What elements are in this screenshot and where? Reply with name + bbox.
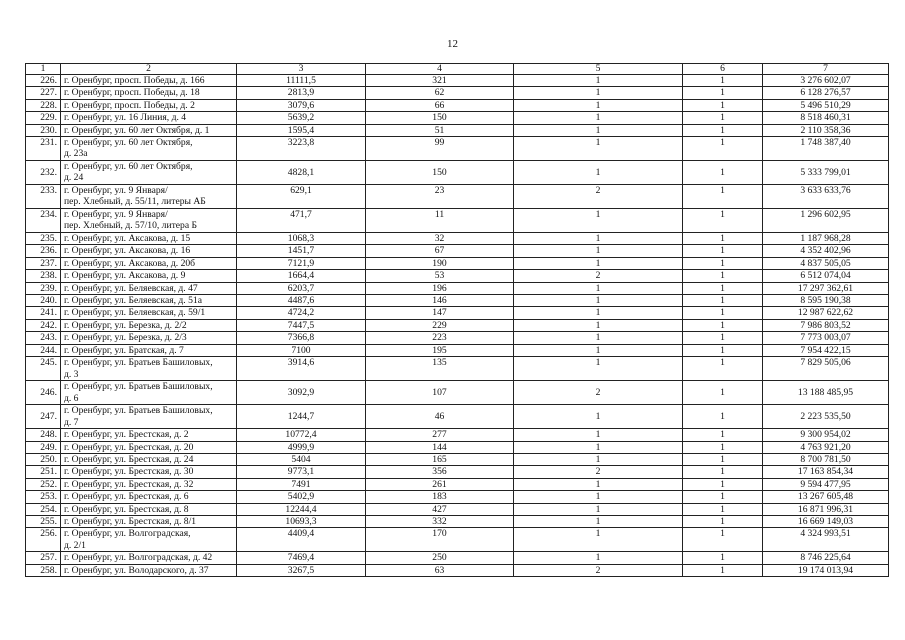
- address-cell: г. Оренбург, ул. Брестская, д. 8: [61, 503, 237, 515]
- area-cell: 1068,3: [237, 233, 366, 245]
- area-cell: 3267,5: [237, 564, 366, 576]
- column5-cell: 1: [514, 87, 683, 99]
- column5-cell: 1: [514, 478, 683, 490]
- address-cell: г. Оренбург, ул. Брестская, д. 20: [61, 441, 237, 453]
- area-cell: 7491: [237, 478, 366, 490]
- table-row: [26, 515, 889, 527]
- area-cell: 4828,1: [237, 161, 366, 185]
- column-header: 7: [763, 64, 889, 75]
- column6-cell: 1: [683, 503, 763, 515]
- table-row: [26, 478, 889, 490]
- area-cell: 3223,8: [237, 137, 366, 161]
- address-cell: г. Оренбург, ул. 9 Января/ пер. Хлебный, д. 57/10, литера Б: [61, 209, 237, 233]
- table-row: [26, 344, 889, 356]
- row-number-cell: 254.: [26, 503, 61, 515]
- count-cell: 170: [366, 528, 514, 552]
- column5-cell: 1: [514, 137, 683, 161]
- count-cell: 51: [366, 124, 514, 136]
- count-cell: 277: [366, 429, 514, 441]
- amount-cell: 3 633 633,76: [763, 185, 889, 209]
- amount-cell: 8 746 225,64: [763, 552, 889, 564]
- row-number-cell: 255.: [26, 515, 61, 527]
- address-cell: г. Оренбург, просп. Победы, д. 166: [61, 75, 237, 87]
- amount-cell: 6 512 074,04: [763, 270, 889, 282]
- address-cell: г. Оренбург, ул. Брестская, д. 2: [61, 429, 237, 441]
- area-cell: 4409,4: [237, 528, 366, 552]
- column5-cell: 1: [514, 295, 683, 307]
- column5-cell: 1: [514, 453, 683, 465]
- column6-cell: 1: [683, 319, 763, 331]
- table-row: [26, 429, 889, 441]
- row-number-cell: 248.: [26, 429, 61, 441]
- row-number-cell: 235.: [26, 233, 61, 245]
- row-number-cell: 242.: [26, 319, 61, 331]
- count-cell: 23: [366, 185, 514, 209]
- count-cell: 46: [366, 405, 514, 429]
- column5-cell: 1: [514, 503, 683, 515]
- table-row: [26, 209, 889, 233]
- count-cell: 150: [366, 112, 514, 124]
- address-cell: г. Оренбург, ул. Брестская, д. 24: [61, 453, 237, 465]
- row-number-cell: 243.: [26, 332, 61, 344]
- column6-cell: 1: [683, 137, 763, 161]
- area-cell: 9773,1: [237, 466, 366, 478]
- address-cell: г. Оренбург, ул. Беляевская, д. 51а: [61, 295, 237, 307]
- address-cell: г. Оренбург, ул. Братьев Башиловых, д. 3: [61, 357, 237, 381]
- column6-cell: 1: [683, 245, 763, 257]
- amount-cell: 13 188 485,95: [763, 381, 889, 405]
- table-row: [26, 112, 889, 124]
- column-header: 2: [61, 64, 237, 75]
- column5-cell: 1: [514, 552, 683, 564]
- row-number-cell: 244.: [26, 344, 61, 356]
- count-cell: 107: [366, 381, 514, 405]
- count-cell: 53: [366, 270, 514, 282]
- column6-cell: 1: [683, 357, 763, 381]
- address-cell: г. Оренбург, ул. Володарского, д. 37: [61, 564, 237, 576]
- row-number-cell: 233.: [26, 185, 61, 209]
- amount-cell: 5 333 799,01: [763, 161, 889, 185]
- address-cell: г. Оренбург, просп. Победы, д. 2: [61, 99, 237, 111]
- area-cell: 4724,2: [237, 307, 366, 319]
- address-cell: г. Оренбург, ул. 60 лет Октября, д. 1: [61, 124, 237, 136]
- column-header: 6: [683, 64, 763, 75]
- count-cell: 144: [366, 441, 514, 453]
- column6-cell: 1: [683, 332, 763, 344]
- row-number-cell: 240.: [26, 295, 61, 307]
- address-cell: г. Оренбург, ул. Березка, д. 2/2: [61, 319, 237, 331]
- row-number-cell: 226.: [26, 75, 61, 87]
- column5-cell: 1: [514, 405, 683, 429]
- column5-cell: 1: [514, 257, 683, 269]
- address-cell: г. Оренбург, ул. Волгоградская, д. 2/1: [61, 528, 237, 552]
- column-header: 3: [237, 64, 366, 75]
- table-row: [26, 405, 889, 429]
- address-cell: г. Оренбург, просп. Победы, д. 18: [61, 87, 237, 99]
- row-number-cell: 231.: [26, 137, 61, 161]
- area-cell: 2813,9: [237, 87, 366, 99]
- area-cell: 7121,9: [237, 257, 366, 269]
- table-row: [26, 161, 889, 185]
- amount-cell: 2 110 358,36: [763, 124, 889, 136]
- count-cell: 150: [366, 161, 514, 185]
- count-cell: 196: [366, 282, 514, 294]
- count-cell: 229: [366, 319, 514, 331]
- amount-cell: 7 986 803,52: [763, 319, 889, 331]
- row-number-cell: 241.: [26, 307, 61, 319]
- table-row: [26, 307, 889, 319]
- column5-cell: 2: [514, 466, 683, 478]
- area-cell: 1664,4: [237, 270, 366, 282]
- column6-cell: 1: [683, 257, 763, 269]
- address-cell: г. Оренбург, ул. Братьев Башиловых, д. 7: [61, 405, 237, 429]
- column6-cell: 1: [683, 161, 763, 185]
- address-cell: г. Оренбург, ул. Беляевская, д. 59/1: [61, 307, 237, 319]
- address-cell: г. Оренбург, ул. Брестская, д. 30: [61, 466, 237, 478]
- table-row: [26, 552, 889, 564]
- column6-cell: 1: [683, 124, 763, 136]
- amount-cell: 16 871 996,31: [763, 503, 889, 515]
- count-cell: 135: [366, 357, 514, 381]
- column5-cell: 1: [514, 332, 683, 344]
- address-cell: г. Оренбург, ул. Братьев Башиловых, д. 6: [61, 381, 237, 405]
- address-cell: г. Оренбург, ул. Братская, д. 7: [61, 344, 237, 356]
- column5-cell: 1: [514, 319, 683, 331]
- row-number-cell: 239.: [26, 282, 61, 294]
- amount-cell: 7 954 422,15: [763, 344, 889, 356]
- column6-cell: 1: [683, 185, 763, 209]
- column5-cell: 1: [514, 245, 683, 257]
- amount-cell: 2 223 535,50: [763, 405, 889, 429]
- area-cell: 7469,4: [237, 552, 366, 564]
- column6-cell: 1: [683, 381, 763, 405]
- column6-cell: 1: [683, 344, 763, 356]
- column6-cell: 1: [683, 515, 763, 527]
- column-header: 4: [366, 64, 514, 75]
- area-cell: 3092,9: [237, 381, 366, 405]
- table-row: [26, 124, 889, 136]
- table-row: [26, 441, 889, 453]
- amount-cell: 16 669 149,03: [763, 515, 889, 527]
- table-row: [26, 282, 889, 294]
- column6-cell: 1: [683, 87, 763, 99]
- table-row: [26, 453, 889, 465]
- address-cell: г. Оренбург, ул. 60 лет Октября, д. 24: [61, 161, 237, 185]
- column6-cell: 1: [683, 429, 763, 441]
- column6-cell: 1: [683, 99, 763, 111]
- row-number-cell: 228.: [26, 99, 61, 111]
- area-cell: 11111,5: [237, 75, 366, 87]
- row-number-cell: 227.: [26, 87, 61, 99]
- column6-cell: 1: [683, 466, 763, 478]
- amount-cell: 7 829 505,06: [763, 357, 889, 381]
- area-cell: 10693,3: [237, 515, 366, 527]
- address-cell: г. Оренбург, ул. 16 Линия, д. 4: [61, 112, 237, 124]
- row-number-cell: 256.: [26, 528, 61, 552]
- count-cell: 223: [366, 332, 514, 344]
- row-number-cell: 250.: [26, 453, 61, 465]
- column5-cell: 1: [514, 429, 683, 441]
- table-body: [26, 75, 889, 577]
- count-cell: 190: [366, 257, 514, 269]
- count-cell: 99: [366, 137, 514, 161]
- count-cell: 66: [366, 99, 514, 111]
- amount-cell: 8 595 190,38: [763, 295, 889, 307]
- row-number-cell: 234.: [26, 209, 61, 233]
- amount-cell: 9 300 954,02: [763, 429, 889, 441]
- column6-cell: 1: [683, 441, 763, 453]
- column5-cell: 1: [514, 75, 683, 87]
- column5-cell: 1: [514, 357, 683, 381]
- row-number-cell: 237.: [26, 257, 61, 269]
- column6-cell: 1: [683, 552, 763, 564]
- amount-cell: 17 297 362,61: [763, 282, 889, 294]
- amount-cell: 1 748 387,40: [763, 137, 889, 161]
- row-number-cell: 247.: [26, 405, 61, 429]
- table-row: [26, 137, 889, 161]
- count-cell: 321: [366, 75, 514, 87]
- area-cell: 7447,5: [237, 319, 366, 331]
- area-cell: 5639,2: [237, 112, 366, 124]
- address-cell: г. Оренбург, ул. Волгоградская, д. 42: [61, 552, 237, 564]
- column6-cell: 1: [683, 528, 763, 552]
- count-cell: 332: [366, 515, 514, 527]
- area-cell: 12244,4: [237, 503, 366, 515]
- area-cell: 471,7: [237, 209, 366, 233]
- row-number-cell: 232.: [26, 161, 61, 185]
- address-cell: г. Оренбург, ул. 9 Января/ пер. Хлебный, д. 55/11, литеры АБ: [61, 185, 237, 209]
- address-cell: г. Оренбург, ул. Брестская, д. 6: [61, 491, 237, 503]
- area-cell: 3079,6: [237, 99, 366, 111]
- count-cell: 427: [366, 503, 514, 515]
- row-number-cell: 245.: [26, 357, 61, 381]
- amount-cell: 6 128 276,57: [763, 87, 889, 99]
- column5-cell: 1: [514, 124, 683, 136]
- area-cell: 3914,6: [237, 357, 366, 381]
- table-row: [26, 319, 889, 331]
- column-header: 1: [26, 64, 61, 75]
- amount-cell: 8 518 460,31: [763, 112, 889, 124]
- address-cell: г. Оренбург, ул. Беляевская, д. 47: [61, 282, 237, 294]
- column5-cell: 1: [514, 99, 683, 111]
- address-cell: г. Оренбург, ул. Брестская, д. 8/1: [61, 515, 237, 527]
- count-cell: 63: [366, 564, 514, 576]
- column6-cell: 1: [683, 564, 763, 576]
- table-row: [26, 87, 889, 99]
- column5-cell: 1: [514, 161, 683, 185]
- row-number-cell: 258.: [26, 564, 61, 576]
- column5-cell: 1: [514, 344, 683, 356]
- column6-cell: 1: [683, 307, 763, 319]
- amount-cell: 3 276 602,07: [763, 75, 889, 87]
- count-cell: 356: [366, 466, 514, 478]
- area-cell: 1595,4: [237, 124, 366, 136]
- address-cell: г. Оренбург, ул. Аксакова, д. 20б: [61, 257, 237, 269]
- amount-cell: 19 174 013,94: [763, 564, 889, 576]
- area-cell: 7100: [237, 344, 366, 356]
- table-row: [26, 295, 889, 307]
- column5-cell: 1: [514, 307, 683, 319]
- area-cell: 629,1: [237, 185, 366, 209]
- amount-cell: 4 763 921,20: [763, 441, 889, 453]
- column5-cell: 2: [514, 270, 683, 282]
- address-cell: г. Оренбург, ул. Аксакова, д. 16: [61, 245, 237, 257]
- area-cell: 4999,9: [237, 441, 366, 453]
- row-number-cell: 252.: [26, 478, 61, 490]
- table-row: [26, 99, 889, 111]
- amount-cell: 1 187 968,28: [763, 233, 889, 245]
- table-row: [26, 75, 889, 87]
- count-cell: 32: [366, 233, 514, 245]
- column5-cell: 1: [514, 528, 683, 552]
- column6-cell: 1: [683, 270, 763, 282]
- column6-cell: 1: [683, 209, 763, 233]
- row-number-cell: 236.: [26, 245, 61, 257]
- column5-cell: 1: [514, 233, 683, 245]
- column5-cell: 2: [514, 381, 683, 405]
- table-row: [26, 491, 889, 503]
- column6-cell: 1: [683, 491, 763, 503]
- amount-cell: 1 296 602,95: [763, 209, 889, 233]
- row-number-cell: 246.: [26, 381, 61, 405]
- area-cell: 1244,7: [237, 405, 366, 429]
- count-cell: 11: [366, 209, 514, 233]
- table-row: [26, 245, 889, 257]
- address-cell: г. Оренбург, ул. Аксакова, д. 15: [61, 233, 237, 245]
- area-cell: 1451,7: [237, 245, 366, 257]
- column5-cell: 1: [514, 515, 683, 527]
- amount-cell: 7 773 003,07: [763, 332, 889, 344]
- count-cell: 147: [366, 307, 514, 319]
- table-row: [26, 257, 889, 269]
- column5-cell: 2: [514, 185, 683, 209]
- amount-cell: 5 496 510,29: [763, 99, 889, 111]
- column5-cell: 1: [514, 441, 683, 453]
- page-number: 12: [447, 38, 458, 50]
- area-cell: 4487,6: [237, 295, 366, 307]
- column6-cell: 1: [683, 405, 763, 429]
- column6-cell: 1: [683, 75, 763, 87]
- row-number-cell: 229.: [26, 112, 61, 124]
- area-cell: 5402,9: [237, 491, 366, 503]
- column6-cell: 1: [683, 295, 763, 307]
- address-cell: г. Оренбург, ул. Брестская, д. 32: [61, 478, 237, 490]
- row-number-cell: 230.: [26, 124, 61, 136]
- column6-cell: 1: [683, 478, 763, 490]
- table-row: [26, 564, 889, 576]
- address-cell: г. Оренбург, ул. 60 лет Октября, д. 23а: [61, 137, 237, 161]
- column5-cell: 1: [514, 209, 683, 233]
- column5-cell: 1: [514, 112, 683, 124]
- column6-cell: 1: [683, 282, 763, 294]
- table-row: [26, 185, 889, 209]
- column-number-row: [26, 64, 889, 75]
- amount-cell: 8 700 781,50: [763, 453, 889, 465]
- column5-cell: 1: [514, 282, 683, 294]
- amount-cell: 4 837 505,05: [763, 257, 889, 269]
- row-number-cell: 257.: [26, 552, 61, 564]
- table-row: [26, 503, 889, 515]
- column5-cell: 2: [514, 564, 683, 576]
- area-cell: 6203,7: [237, 282, 366, 294]
- address-cell: г. Оренбург, ул. Березка, д. 2/3: [61, 332, 237, 344]
- table-row: [26, 332, 889, 344]
- column6-cell: 1: [683, 453, 763, 465]
- amount-cell: 4 352 402,96: [763, 245, 889, 257]
- column5-cell: 1: [514, 491, 683, 503]
- table-row: [26, 233, 889, 245]
- table-row: [26, 466, 889, 478]
- count-cell: 67: [366, 245, 514, 257]
- count-cell: 261: [366, 478, 514, 490]
- area-cell: 5404: [237, 453, 366, 465]
- amount-cell: 13 267 605,48: [763, 491, 889, 503]
- count-cell: 146: [366, 295, 514, 307]
- row-number-cell: 249.: [26, 441, 61, 453]
- column6-cell: 1: [683, 112, 763, 124]
- count-cell: 165: [366, 453, 514, 465]
- table-row: [26, 528, 889, 552]
- area-cell: 7366,8: [237, 332, 366, 344]
- table-row: [26, 381, 889, 405]
- amount-cell: 12 987 622,62: [763, 307, 889, 319]
- table-row: [26, 357, 889, 381]
- count-cell: 195: [366, 344, 514, 356]
- amount-cell: 9 594 477,95: [763, 478, 889, 490]
- row-number-cell: 238.: [26, 270, 61, 282]
- housing-registry-table: [25, 63, 889, 577]
- count-cell: 250: [366, 552, 514, 564]
- count-cell: 183: [366, 491, 514, 503]
- column6-cell: 1: [683, 233, 763, 245]
- table-row: [26, 270, 889, 282]
- address-cell: г. Оренбург, ул. Аксакова, д. 9: [61, 270, 237, 282]
- column-header: 5: [514, 64, 683, 75]
- row-number-cell: 251.: [26, 466, 61, 478]
- area-cell: 10772,4: [237, 429, 366, 441]
- amount-cell: 17 163 854,34: [763, 466, 889, 478]
- count-cell: 62: [366, 87, 514, 99]
- amount-cell: 4 324 993,51: [763, 528, 889, 552]
- row-number-cell: 253.: [26, 491, 61, 503]
